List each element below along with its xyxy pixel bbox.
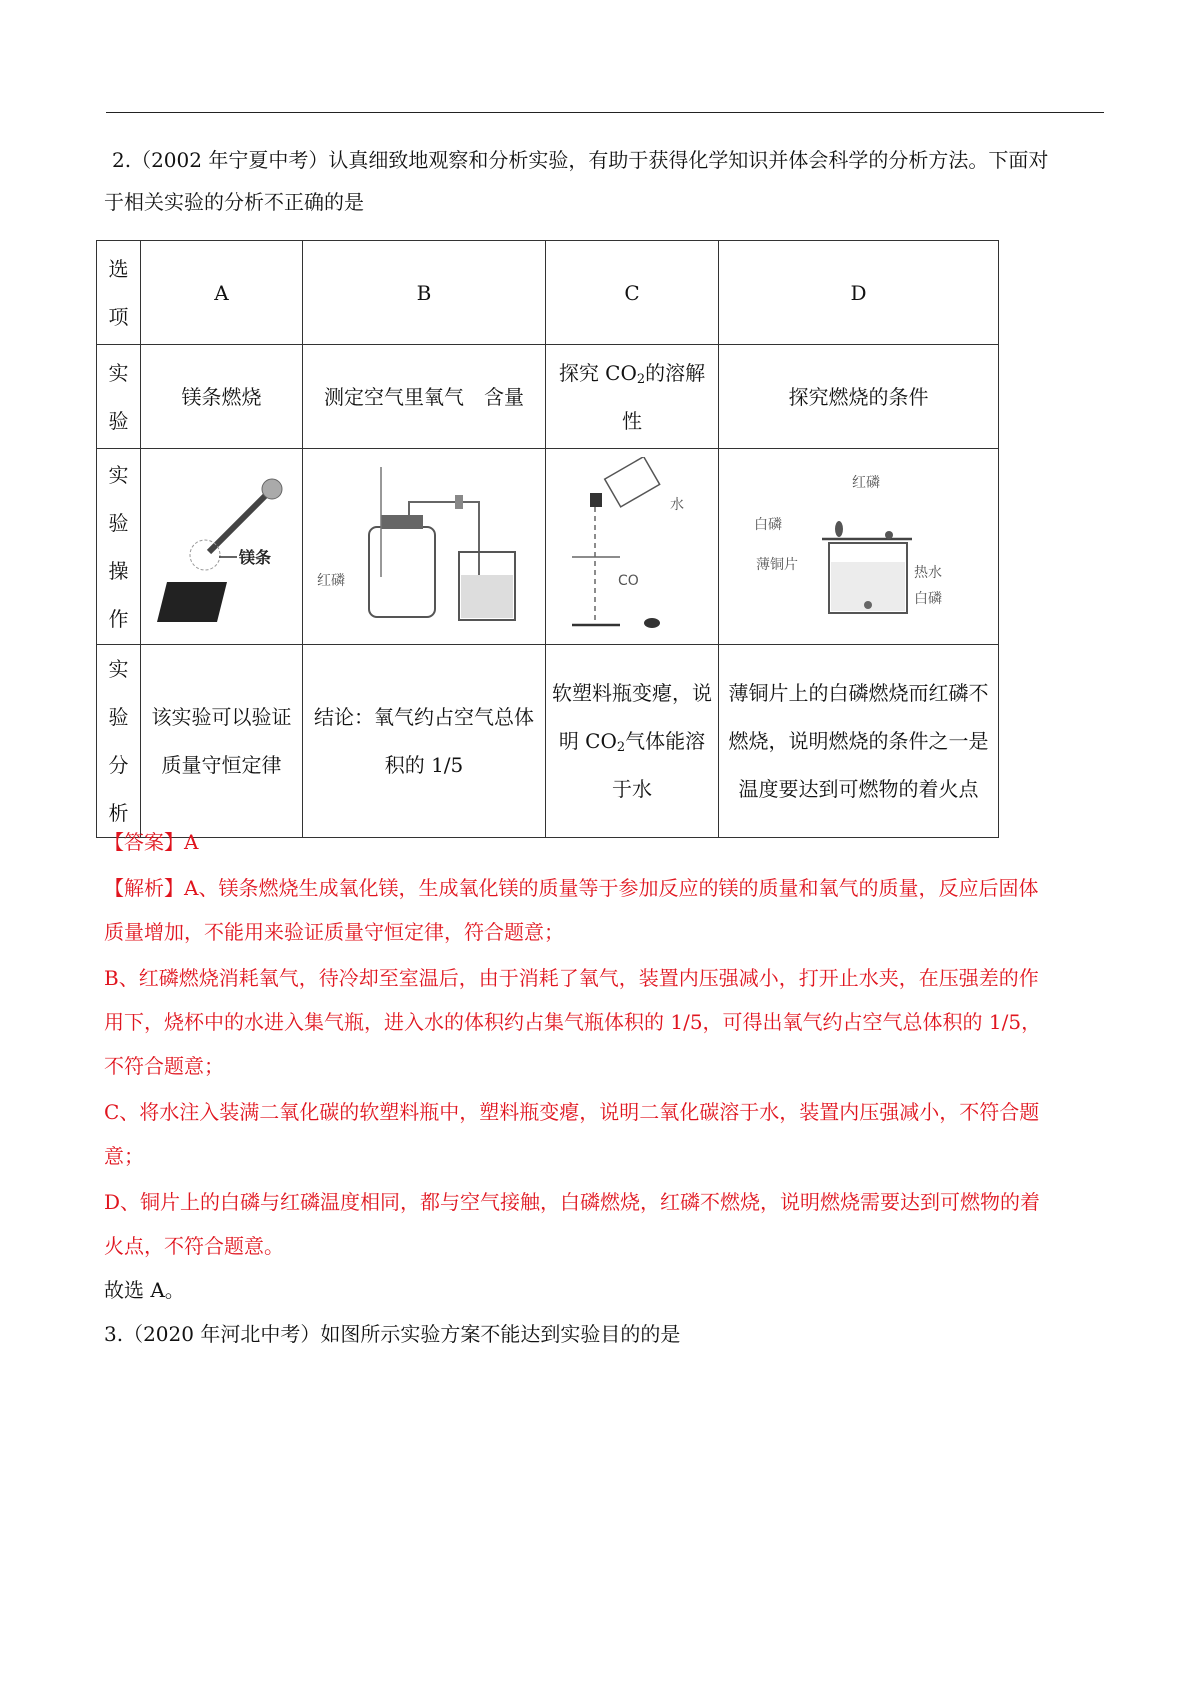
combustion-conditions-figure — [734, 457, 984, 637]
analysis-a: 该实验可以验证 质量守恒定律 — [141, 645, 303, 838]
explanation-line-7: 意； — [104, 1144, 144, 1168]
question-3: 3.（2020 年河北中考）如图所示实验方案不能达到实验目的的是 — [104, 1322, 681, 1346]
figure-a-cell — [141, 449, 303, 645]
experiment-a: 镁条燃烧 — [141, 345, 303, 449]
table-row-analysis — [97, 645, 999, 838]
explanation-line-4: 用下，烧杯中的水进入集气瓶，进入水的体积约占集气瓶体积的 1/5，可得出氧气约占空气总体积的 1/5， — [104, 1010, 1042, 1034]
clamp — [455, 495, 463, 509]
stopper — [381, 515, 423, 529]
figure-c-cell — [546, 449, 719, 645]
row-header-experiment: 实 验 — [97, 345, 141, 449]
red-phosphorus — [885, 531, 893, 539]
answer-label: 【答案】A — [104, 830, 199, 854]
figure-b-label: 红磷 — [317, 572, 345, 589]
figure-d-copper-label: 薄铜片 — [755, 556, 798, 573]
experiment-table — [96, 240, 999, 838]
analysis-c: 软塑料瓶变瘪，说 明 $CO_2$气体能溶 于水 — [546, 645, 719, 838]
figure-d-hot-water-label: 热水 — [913, 564, 942, 581]
figure-b-cell — [303, 449, 546, 645]
magnesium-burning-figure — [147, 457, 297, 637]
beaker-water — [461, 575, 513, 618]
experiment-d: 探究燃烧的条件 — [719, 345, 999, 449]
cap-on-table — [644, 618, 660, 628]
figure-d-red-phosphorus-label: 红磷 — [851, 474, 880, 491]
column-header-b: B — [303, 241, 546, 345]
analysis-d: 薄铜片上的白磷燃烧而红磷不 燃烧，说明燃烧的条件之一是 温度要达到可燃物的着火点 — [719, 645, 999, 838]
figure-c-gas-label: CO — [617, 572, 639, 589]
water-beaker — [604, 457, 659, 507]
experiment-b: 测定空气里氧气 含量 — [303, 345, 546, 449]
row-header-analysis: 实 验 分 析 — [97, 645, 141, 838]
explanation-line-2: 质量增加，不能用来验证质量守恒定律，符合题意； — [104, 920, 564, 944]
gas-bottle — [369, 527, 435, 617]
explanation-line-5: 不符合题意； — [104, 1054, 224, 1078]
question-2-line-1: 2.（2002 年宁夏中考）认真细致地观察和分析实验，有助于获得化学知识并体会科学的分析方法。下面对 — [112, 148, 1049, 172]
figure-d-cell — [719, 449, 999, 645]
row-header-operation: 实 验 操 作 — [97, 449, 141, 645]
oxygen-content-apparatus — [309, 457, 539, 637]
white-phosphorus-in-water — [864, 601, 872, 609]
base-plate — [157, 582, 227, 622]
table-row-options — [97, 241, 999, 345]
column-header-c: C — [546, 241, 719, 345]
figure-c-water-label: 水 — [669, 496, 684, 513]
flame — [835, 521, 843, 537]
header-rule — [106, 112, 1104, 113]
explanation-line-1: 【解析】A、镁条燃烧生成氧化镁，生成氧化镁的质量等于参加反应的镁的质量和氧气的质量，反应后固体 — [104, 876, 1039, 900]
column-header-d: D — [719, 241, 999, 345]
tongs-grip — [262, 479, 282, 499]
row-header-option: 选 项 — [97, 241, 141, 345]
bottle-cap — [590, 493, 602, 507]
experiment-c: 探究 $CO_2$的溶解 性 — [546, 345, 719, 449]
table-row-experiments — [97, 345, 999, 449]
table-row-operations — [97, 449, 999, 645]
flame-glow — [190, 540, 220, 570]
co2-solubility-figure — [550, 457, 715, 637]
connecting-tube — [409, 502, 457, 515]
figure-a-label: 镁条 — [238, 547, 271, 567]
explanation-line-6: C、将水注入装满二氧化碳的软塑料瓶中，塑料瓶变瘪，说明二氧化碳溶于水，装置内压强减小，不符合题 — [104, 1100, 1040, 1124]
explanation-line-9: 火点，不符合题意。 — [104, 1234, 284, 1258]
figure-d-white-phosphorus-2-label: 白磷 — [913, 590, 942, 607]
question-2-line-2: 于相关实验的分析不正确的是 — [104, 190, 364, 214]
column-header-a: A — [141, 241, 303, 345]
explanation-line-3: B、红磷燃烧消耗氧气，待冷却至室温后，由于消耗了氧气，装置内压强减小，打开止水夹，在压强差的作 — [104, 966, 1039, 990]
figure-d-white-phosphorus-label: 白磷 — [753, 516, 782, 533]
conclusion: 故选 A。 — [104, 1278, 185, 1302]
explanation-line-8: D、铜片上的白磷与红磷温度相同，都与空气接触，白磷燃烧，红磷不燃烧，说明燃烧需要达到可燃物的着 — [104, 1190, 1041, 1214]
analysis-b: 结论：氧气约占空气总体 积的 1/5 — [303, 645, 546, 838]
tongs — [209, 492, 269, 552]
